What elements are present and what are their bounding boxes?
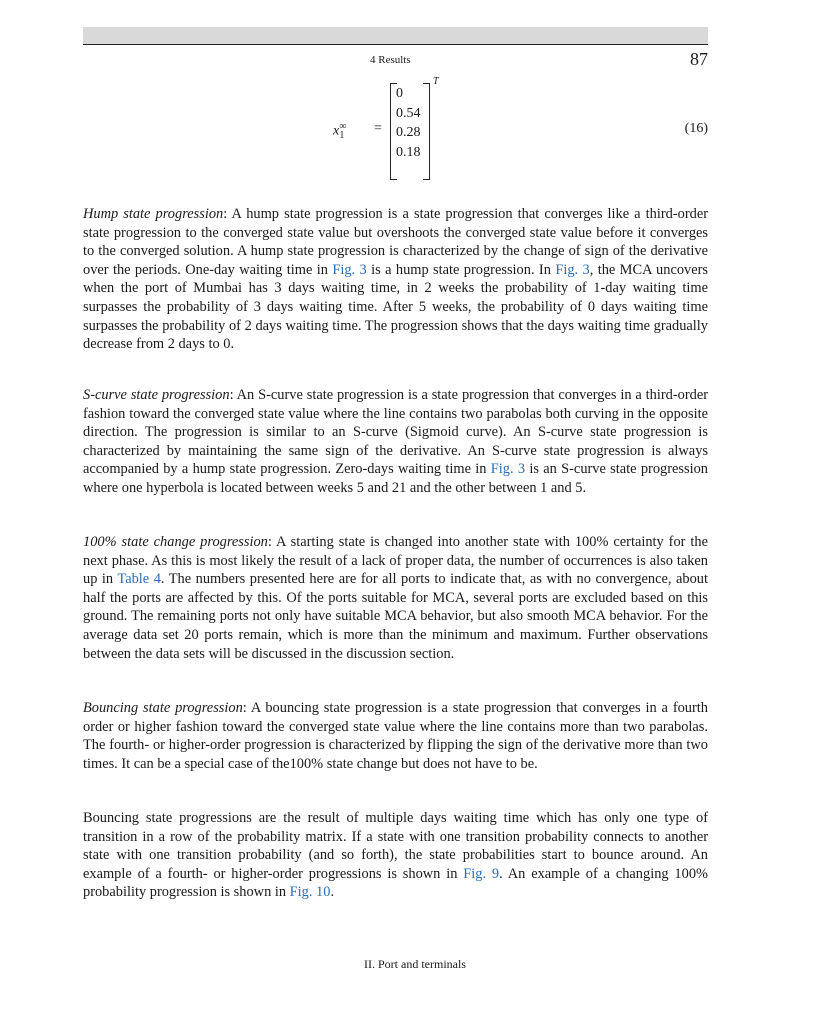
- table-4-link[interactable]: Table 4: [117, 571, 161, 588]
- equation-16: [83, 78, 708, 188]
- paragraph-heading: Hump state progression: [83, 206, 224, 222]
- header-bar: [83, 27, 708, 44]
- running-head: 4 Results: [370, 54, 411, 66]
- fig-10-link[interactable]: Fig. 10: [289, 884, 331, 901]
- paragraph-100-change: 100% state change progression: A starting state is changed into another state with 100% certainty for the next phase. As this is most likely the result of a lack of proper data, the number of occurrences is also taken up in Table 4. The numbers presented here are for all ports to indicate that, as with no convergence, about half the ports are affected by this. Of the ports suitable for MCA, several ports are excluded based on this ground. The remaining ports not only have suitable MCA behavior, but also smooth MCA behavior. For the average data set 20 ports remain, which is more than the minimum and maximum. Further observations between the data sets will be discussed in the discussion section.: [83, 534, 709, 662]
- fig-3-link[interactable]: Fig. 3: [555, 261, 590, 278]
- paragraph-heading: 100% state change progression: [83, 534, 268, 550]
- paragraph-bouncing-2: Bouncing state progressions are the result of multiple days waiting time which has only one type of transition in a row of the probability matrix. If a state with one transition probability connects to another state with one transition probability (and so forth), the state probabilities start to bounce around. An example of a fourth- or higher-order progressions is shown in Fig. 9. An example of a changing 100% probability progression is shown in Fig. 10.: [83, 810, 709, 901]
- paragraph-scurve: S-curve state progression: An S-curve state progression is a state progression that converges in a third-order fashion toward the converged state value where the line contains two parabolas both curving in the opposite direction. The progression is similar to an S-curve (Sigmoid curve). An S-curve state progression is characterized by maintaining the same sign of the derivative. An S-curve state progression is always accompanied by a hump state progression. Zero-days waiting time in Fig. 3 is an S-curve state progression where one hyperbola is located between weeks 5 and 21 and the other between 1 and 5.: [83, 387, 709, 496]
- equals-sign: =: [374, 121, 382, 136]
- paragraph-heading: S-curve state progression: [83, 387, 230, 403]
- page-number: 87: [690, 49, 708, 69]
- vector-entry: 0.28: [396, 125, 421, 140]
- lhs-superscript: ∞: [339, 121, 347, 132]
- lhs-subscript: 1: [339, 130, 345, 142]
- fig-3-link[interactable]: Fig. 3: [332, 261, 367, 278]
- vector-entry: 0.54: [396, 105, 421, 121]
- paragraph-hump: Hump state progression: A hump state progression is a state progression that converges like a third-order state progression to the converged state value but overshoots the converged state value before it converges to the converged solution. A hump state progression is characterized by the change of sign of the derivative over the periods. One-day waiting time in Fig. 3 is a hump state progression. In Fig. 3, the MCA uncovers when the port of Mumbai has 3 days waiting time, in 2 weeks the probability of 1-day waiting time surpasses the probability of 3 days waiting time. After 5 weeks, the probability of 0 days waiting time surpasses the probability of 2 days waiting time. The progression shows that the days waiting time gradually decrease from 2 days to 0.: [83, 206, 709, 353]
- equation-number: (16): [684, 121, 708, 136]
- fig-9-link[interactable]: Fig. 9: [463, 865, 500, 882]
- paragraph-heading: Bouncing state progression: [83, 700, 243, 716]
- lhs-base: x: [333, 123, 340, 139]
- vector-values: [396, 84, 421, 162]
- fig-3-link[interactable]: Fig. 3: [490, 461, 526, 478]
- paragraph-bouncing: Bouncing state progression: A bouncing state progression is a state progression that converges in a fourth order or higher fashion toward the converged state value where the line contains more than two parabolas. The fourth- or higher-order progression is characterized by flipping the sign of the derivative more than two times. It can be a special case of the100% state change but does not have to be.: [83, 700, 708, 772]
- page-footer: II. Port and terminals: [364, 957, 466, 971]
- transpose-mark: T: [433, 76, 439, 87]
- right-bracket: [423, 83, 430, 180]
- vector-entry: 0: [396, 86, 403, 101]
- vector-entry: 0.18: [396, 144, 421, 160]
- header-rule: [83, 44, 708, 45]
- equation-lhs: [333, 121, 347, 142]
